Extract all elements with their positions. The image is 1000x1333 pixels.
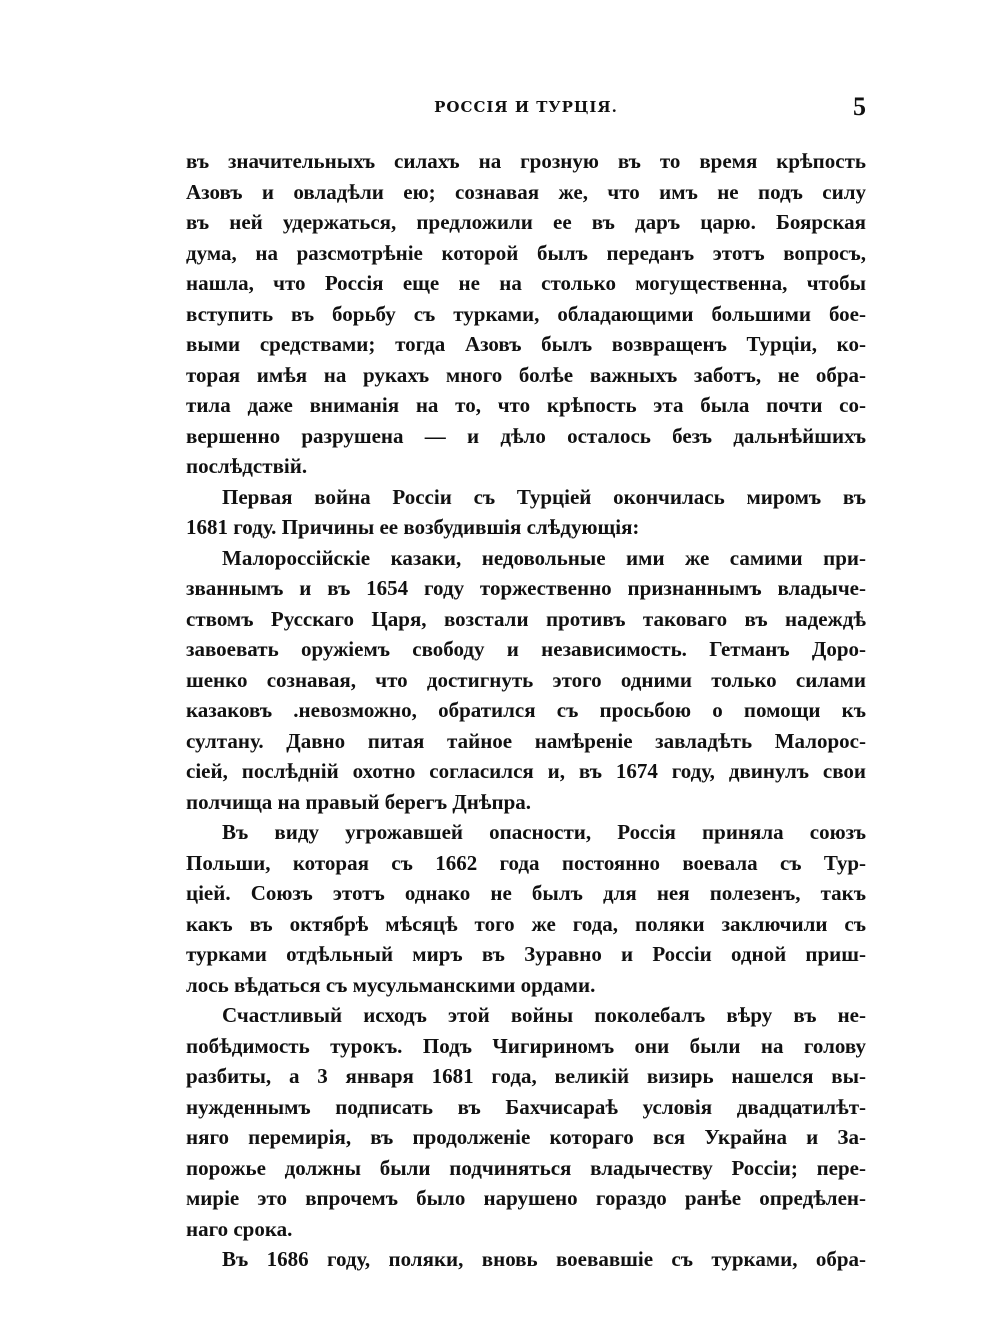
text-line: султану. Давно питая тайное намѣреніе завладѣть Малорос- [186,728,866,753]
text-line: какъ въ октябрѣ мѣсяцѣ того же года, поляки заключили съ [186,911,866,936]
text-line: Въ 1686 году, поляки, вновь воевавшіе съ турками, обра- [222,1247,866,1271]
text-line: вершенно разрушена — и дѣло осталось безъ дальнѣйшихъ [186,423,866,448]
text-line: дума, на разсмотрѣніе которой былъ переданъ этотъ вопросъ, [186,240,866,265]
text-line: нашла, что Россія еще не на столько могущественна, чтобы [186,271,866,295]
text-line: Азовъ и овладѣли ею; сознавая же, что имъ не подъ силу [186,179,866,204]
running-title: РОССІЯ И ТУРЦІЯ. [434,98,618,116]
text-line: торая имѣя на рукахъ много болѣе важныхъ заботъ, не обра- [186,362,866,387]
text-line: Польши, которая съ 1662 года постоянно воевала съ Тур- [186,850,866,875]
text-line: ствомъ Русскаго Царя, возстали противъ таковаго въ надеждѣ [186,606,866,631]
body-text [186,146,866,1275]
running-head [186,92,866,126]
text-line: званнымъ и въ 1654 году торжественно признаннымъ владыче- [186,576,866,600]
text-line: сіей, послѣдній охотно согласился и, въ 1674 году, двинулъ свои [186,759,866,783]
text-line: 1681 году. Причины ее возбудившія слѣдующія: [186,515,640,539]
text-line: вступить въ борьбу съ турками, обладающими большими бое- [186,301,866,326]
text-line: турками отдѣльный миръ въ Зуравно и Россіи одной приш- [186,942,866,966]
text-line: Малороссійскіе казаки, недовольные ими же самими при- [222,545,866,570]
text-line: полчища на правый берегъ Днѣпра. [186,789,531,814]
text-line: выми средствами; тогда Азовъ былъ возвращенъ Турціи, ко- [186,332,866,356]
text-line: ціей. Союзъ этотъ однако не былъ для нея полезенъ, такъ [186,881,866,905]
text-line: нужденнымъ подписать въ Бахчисараѣ условія двадцатилѣт- [186,1094,866,1119]
text-line: въ ней удержаться, предложили ее въ даръ царю. Боярская [186,210,866,234]
text-line: лось вѣдаться съ мусульманскими ордами. [186,972,596,997]
text-line: казаковъ .невозможно, обратился съ просьбою о помощи къ [186,698,866,722]
text-line: Первая война Россіи съ Турціей окончилась миромъ въ [222,484,866,509]
text-line: послѣдствій. [186,454,308,478]
text-line: порожье должны были подчиняться владычеству Россіи; пере- [186,1155,866,1180]
text-line: няго перемирія, въ продолженіе котораго вся Украйна и За- [186,1125,866,1149]
text-line: завоевать оружіемъ свободу и независимость. Гетманъ Доро- [186,637,866,661]
text-line: миріе это впрочемъ было нарушено гораздо ранѣе опредѣлен- [186,1186,866,1210]
text-line: Счастливый исходъ этой войны поколебалъ вѣру въ не- [222,1003,866,1027]
text-line: въ значительныхъ силахъ на грозную въ то время крѣпость [186,149,866,173]
page-number: 5 [853,92,866,121]
text-line: разбиты, а 3 января 1681 года, великій визирь нашелся вы- [186,1064,866,1088]
text-line: тила даже вниманія на то, что крѣпость эта была почти со- [186,393,866,417]
text-line: побѣдимость турокъ. Подъ Чигириномъ они были на голову [186,1033,866,1058]
text-line: Въ виду угрожавшей опасности, Россія приняла союзъ [222,820,866,844]
text-line: шенко сознавая, что достигнуть этого одними только силами [186,667,866,692]
text-line: наго срока. [186,1216,293,1241]
